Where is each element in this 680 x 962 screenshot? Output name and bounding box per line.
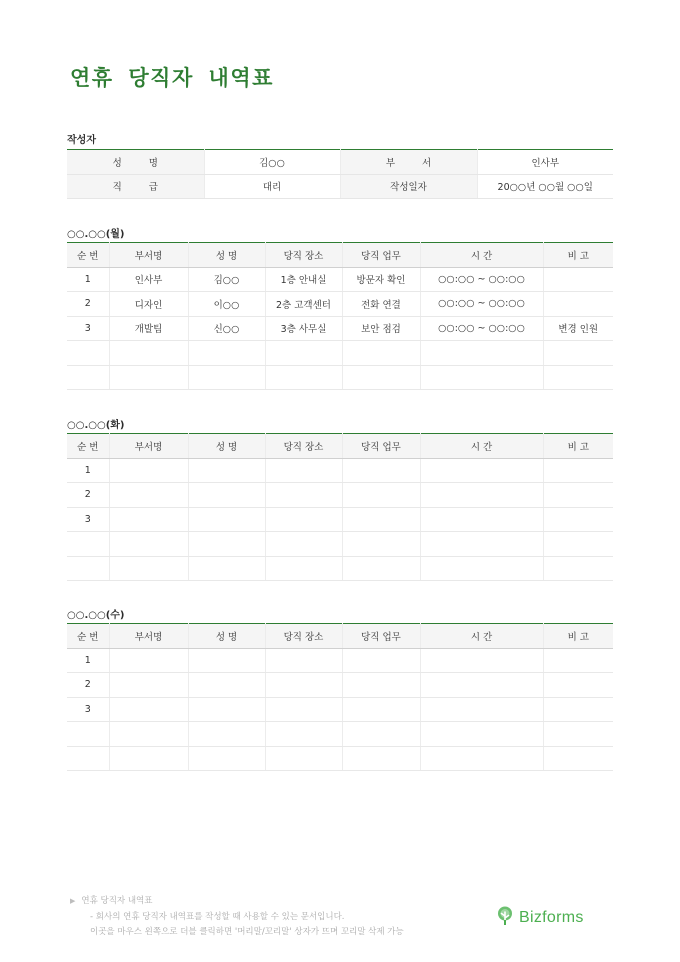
cell-task — [342, 673, 420, 698]
cell-name — [188, 648, 265, 673]
cell-no: 3 — [67, 316, 109, 341]
cell-place — [265, 341, 342, 366]
column-header: 시 간 — [420, 434, 543, 459]
column-header: 비 고 — [543, 434, 613, 459]
cell-note — [543, 746, 613, 771]
cell-dept — [109, 532, 188, 557]
cell-time: ○○:○○ ~ ○○:○○ — [420, 292, 543, 317]
author-label: 작성일자 — [340, 174, 477, 199]
cell-task: 보안 점검 — [342, 316, 420, 341]
cell-dept — [109, 365, 188, 390]
cell-note — [543, 648, 613, 673]
table-row — [67, 532, 613, 557]
tree-icon — [496, 906, 514, 930]
cell-no — [67, 722, 109, 747]
cell-dept: 개발팀 — [109, 316, 188, 341]
duty-table — [67, 242, 613, 390]
column-header: 당직 장소 — [265, 243, 342, 268]
cell-dept: 인사부 — [109, 267, 188, 292]
cell-note — [543, 292, 613, 317]
column-header: 부서명 — [109, 434, 188, 459]
cell-no — [67, 746, 109, 771]
cell-task — [342, 483, 420, 508]
column-header: 성 명 — [188, 243, 265, 268]
table-row — [67, 722, 613, 747]
cell-name — [188, 673, 265, 698]
cell-task — [342, 532, 420, 557]
cell-dept: 디자인 — [109, 292, 188, 317]
column-header: 순 번 — [67, 624, 109, 649]
cell-dept — [109, 722, 188, 747]
footer-heading: 연휴 당직자 내역표 — [81, 896, 153, 906]
cell-note — [543, 532, 613, 557]
cell-time — [420, 648, 543, 673]
column-header: 비 고 — [543, 243, 613, 268]
footer-line: - 회사의 연휴 당직자 내역표를 작성할 때 사용할 수 있는 문서입니다. — [90, 911, 345, 922]
cell-name — [188, 746, 265, 771]
table-row — [67, 697, 613, 722]
author-row — [67, 174, 613, 199]
cell-dept — [109, 507, 188, 532]
day-label: ○○.○○(수) — [67, 610, 125, 621]
cell-place — [265, 722, 342, 747]
duty-table — [67, 433, 613, 581]
table-row — [67, 746, 613, 771]
table-row — [67, 267, 613, 292]
author-value: 인사부 — [477, 150, 613, 175]
column-header: 시 간 — [420, 243, 543, 268]
column-header: 부서명 — [109, 243, 188, 268]
cell-note — [543, 365, 613, 390]
cell-task — [342, 722, 420, 747]
brand-name: Bizforms — [519, 909, 584, 926]
cell-place — [265, 458, 342, 483]
cell-dept — [109, 483, 188, 508]
cell-place — [265, 483, 342, 508]
cell-time — [420, 722, 543, 747]
column-header: 당직 장소 — [265, 624, 342, 649]
cell-task — [342, 746, 420, 771]
day-label: ○○.○○(화) — [67, 420, 125, 431]
cell-place — [265, 556, 342, 581]
cell-place — [265, 507, 342, 532]
table-header-row — [67, 624, 613, 649]
table-row — [67, 648, 613, 673]
cell-task — [342, 697, 420, 722]
cell-no: 2 — [67, 673, 109, 698]
cell-place: 1층 안내실 — [265, 267, 342, 292]
column-header: 비 고 — [543, 624, 613, 649]
cell-task — [342, 458, 420, 483]
cell-name: 신○○ — [188, 316, 265, 341]
cell-note — [543, 697, 613, 722]
cell-name: 이○○ — [188, 292, 265, 317]
cell-no: 2 — [67, 292, 109, 317]
cell-dept — [109, 746, 188, 771]
cell-task — [342, 341, 420, 366]
table-row — [67, 556, 613, 581]
cell-no — [67, 365, 109, 390]
cell-no: 3 — [67, 697, 109, 722]
cell-time — [420, 365, 543, 390]
cell-name — [188, 458, 265, 483]
cell-note — [543, 267, 613, 292]
cell-dept — [109, 341, 188, 366]
cell-place — [265, 746, 342, 771]
table-row — [67, 316, 613, 341]
triangle-bullet-icon: ▶ — [70, 897, 76, 905]
author-label: 부 서 — [340, 150, 477, 175]
cell-place — [265, 648, 342, 673]
cell-task — [342, 648, 420, 673]
cell-time — [420, 746, 543, 771]
cell-name — [188, 532, 265, 557]
cell-time: ○○:○○ ~ ○○:○○ — [420, 267, 543, 292]
author-value: 김○○ — [204, 150, 340, 175]
cell-dept — [109, 673, 188, 698]
cell-no — [67, 532, 109, 557]
cell-time — [420, 483, 543, 508]
cell-note — [543, 483, 613, 508]
author-section-label: 작성자 — [67, 135, 96, 146]
duty-table — [67, 623, 613, 771]
cell-name — [188, 365, 265, 390]
column-header: 시 간 — [420, 624, 543, 649]
author-table — [67, 149, 613, 199]
column-header: 당직 업무 — [342, 624, 420, 649]
cell-time — [420, 458, 543, 483]
cell-no — [67, 341, 109, 366]
cell-place — [265, 673, 342, 698]
cell-time — [420, 673, 543, 698]
column-header: 성 명 — [188, 624, 265, 649]
cell-no: 1 — [67, 648, 109, 673]
cell-note — [543, 458, 613, 483]
column-header: 순 번 — [67, 434, 109, 459]
cell-name — [188, 556, 265, 581]
cell-place: 3층 사무실 — [265, 316, 342, 341]
column-header: 당직 업무 — [342, 434, 420, 459]
cell-name — [188, 722, 265, 747]
table-header-row — [67, 243, 613, 268]
column-header: 성 명 — [188, 434, 265, 459]
cell-no: 1 — [67, 267, 109, 292]
cell-time — [420, 341, 543, 366]
cell-task — [342, 507, 420, 532]
cell-task — [342, 365, 420, 390]
cell-task: 방문자 확인 — [342, 267, 420, 292]
brand-logo — [496, 906, 584, 930]
cell-no: 1 — [67, 458, 109, 483]
author-value: 대리 — [204, 174, 340, 199]
cell-no: 2 — [67, 483, 109, 508]
cell-note: 변경 인원 — [543, 316, 613, 341]
cell-time: ○○:○○ ~ ○○:○○ — [420, 316, 543, 341]
footer-heading-line — [70, 894, 404, 910]
table-row — [67, 458, 613, 483]
column-header: 순 번 — [67, 243, 109, 268]
table-row — [67, 292, 613, 317]
author-label: 성 명 — [67, 150, 204, 175]
day-label: ○○.○○(월) — [67, 229, 125, 240]
cell-note — [543, 556, 613, 581]
cell-dept — [109, 697, 188, 722]
table-row — [67, 365, 613, 390]
table-header-row — [67, 434, 613, 459]
cell-place: 2층 고객센터 — [265, 292, 342, 317]
cell-place — [265, 697, 342, 722]
column-header: 당직 장소 — [265, 434, 342, 459]
cell-name — [188, 697, 265, 722]
page-title: 연휴 당직자 내역표 — [70, 66, 274, 90]
author-label: 직 급 — [67, 174, 204, 199]
column-header: 당직 업무 — [342, 243, 420, 268]
cell-time — [420, 556, 543, 581]
cell-task: 전화 연결 — [342, 292, 420, 317]
cell-time — [420, 697, 543, 722]
cell-note — [543, 341, 613, 366]
cell-note — [543, 722, 613, 747]
author-value: 20○○년 ○○월 ○○일 — [477, 174, 613, 199]
cell-dept — [109, 458, 188, 483]
cell-name — [188, 507, 265, 532]
author-row — [67, 150, 613, 175]
table-row — [67, 483, 613, 508]
cell-note — [543, 507, 613, 532]
cell-name — [188, 483, 265, 508]
cell-task — [342, 556, 420, 581]
cell-name — [188, 341, 265, 366]
cell-place — [265, 365, 342, 390]
table-row — [67, 341, 613, 366]
table-row — [67, 507, 613, 532]
cell-name: 김○○ — [188, 267, 265, 292]
cell-time — [420, 507, 543, 532]
cell-no — [67, 556, 109, 581]
cell-dept — [109, 648, 188, 673]
footer-line: 이곳을 마우스 왼쪽으로 더블 클릭하면 '머리말/꼬리말' 상자가 뜨며 꼬리말 삭제 가능 — [90, 927, 404, 937]
cell-dept — [109, 556, 188, 581]
column-header: 부서명 — [109, 624, 188, 649]
cell-note — [543, 673, 613, 698]
cell-place — [265, 532, 342, 557]
table-row — [67, 673, 613, 698]
cell-no: 3 — [67, 507, 109, 532]
cell-time — [420, 532, 543, 557]
footer-note — [70, 894, 404, 941]
